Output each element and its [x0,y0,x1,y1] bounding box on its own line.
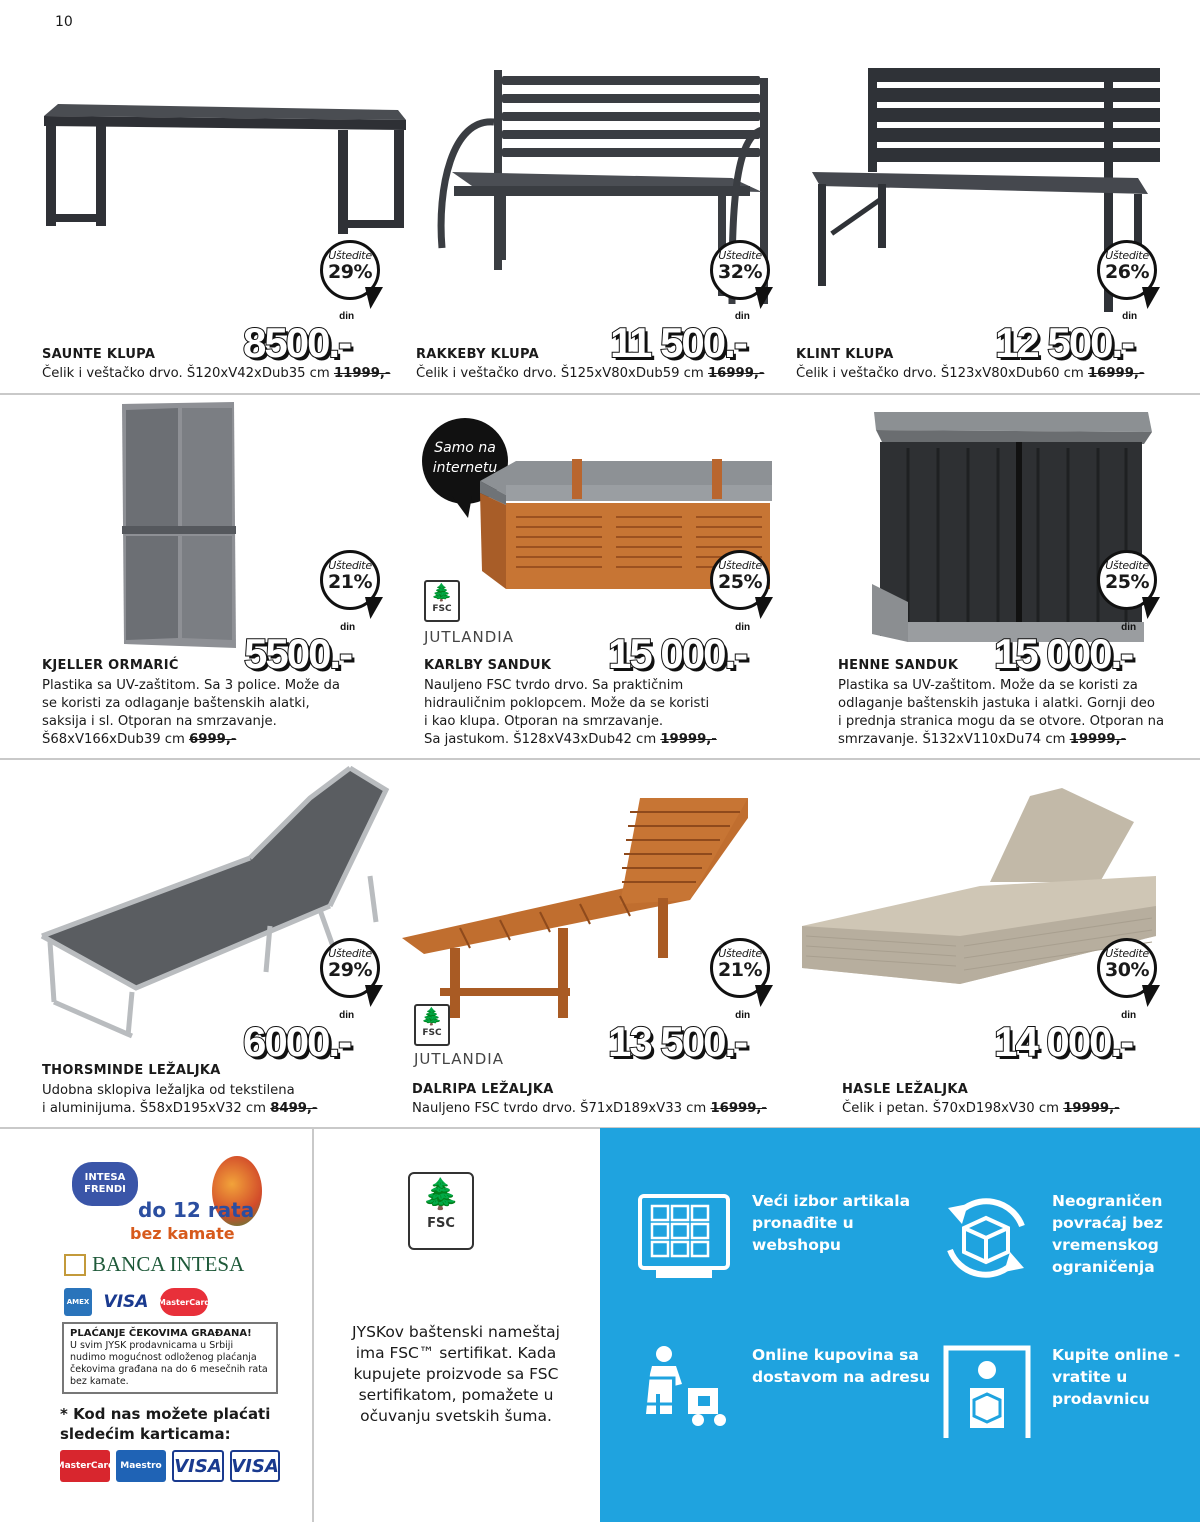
amex-card-icon: AMEX [64,1288,92,1316]
saving-badge: Uštedite 21% [710,938,770,998]
saunte-bench-image [38,96,410,236]
jutlandia-brand: JUTLANDIA [414,1050,504,1068]
cards-top-row [64,1288,211,1316]
saving-badge: Uštedite 25% [710,550,770,610]
saving-badge: Uštedite 21% [320,550,380,610]
tree-icon: 🌲 [421,1007,443,1027]
fsc-logo: 🌲 FSC [414,1004,450,1046]
saving-badge: Uštedite 30% [1097,938,1157,998]
page-number: 10 [55,14,73,30]
row-divider [0,758,1200,760]
kjeller-cabinet-image [118,400,242,650]
product-description: Plastika sa UV-zaštitom. Sa 3 police. Može da se koristi za odlaganje baštenskih alatki, saksija i sl. Otporan na smrzavanje. Š68xV166xDub39 cm 6999,- [42,678,340,747]
product-description: Čelik i veštačko drvo. Š120xV42xDub35 cm 11999,- [42,366,391,381]
product-name: DALRIPA LEŽALJKA [412,1082,554,1097]
intesa-mark-icon [64,1254,86,1276]
banca-intesa-logo: BANCA INTESA [64,1252,244,1277]
price: 12 500.- din [995,311,1138,366]
product-description: Nauljeno FSC tvrdo drvo. Sa praktičnim hidrauličnim poklopcem. Može da se koristi i kao klupa. Otporan na smrzavanje. Sa jastukom. Š128xV43xDub42 cm 19999,- [424,678,717,747]
thorsminde-lounger-image [40,766,392,1042]
webshop-grid-icon [636,1192,732,1284]
mastercard-card-icon: MasterCard [160,1288,208,1316]
fsc-logo: 🌲 FSC [424,580,460,622]
visa-card-icon: VISA [103,1292,149,1312]
saving-badge: Uštedite 32% [710,240,770,300]
installments-line-1: do 12 rata [138,1198,255,1222]
price: 5500.- din [244,622,356,677]
saving-badge: Uštedite 25% [1097,550,1157,610]
saving-badge: Uštedite 29% [320,938,380,998]
product-description: Čelik i veštačko drvo. Š125xV80xDub59 cm 16999,- [416,366,765,381]
price: 6000.- din [243,1010,355,1065]
price: 14 000.- din [994,1010,1137,1065]
saving-badge: Uštedite 29% [320,240,380,300]
product-description: Udobna sklopiva ležaljka od tekstilena i aluminijuma. Š58xD195xV32 cm 8499,- [42,1083,318,1116]
installments-line-2: bez kamate [130,1224,235,1243]
cards-title: * Kod nas možete plaćati sledećim karticama: [60,1405,271,1443]
product-name: THORSMINDE LEŽALJKA [42,1063,221,1078]
online-benefits-panel [600,1128,1200,1522]
intesa-frendi-logo: INTESA FRENDI [72,1162,138,1206]
product-name: HENNE SANDUK [838,658,959,673]
product-name: KARLBY SANDUK [424,658,552,673]
fsc-certificate-logo: 🌲 FSC [408,1172,474,1250]
price: 15 000.- din [608,622,751,677]
price: 8500.- din [243,311,355,366]
cheque-payment-box: PLAĆANJE ČEKOVIMA GRAĐANA! U svim JYSK prodavnicama u Srbiji nudimo mogućnost odloženog plaćanja čekovima građana na do 6 mesečnih rata bez kamate. [62,1322,278,1394]
feature-returns: Neograničen povraćaj bez vremenskog ograničenja [1052,1192,1163,1276]
delivery-truck-icon [638,1344,734,1436]
product-description: Čelik i petan. Š70xD198xV30 cm 19999,- [842,1101,1120,1116]
return-box-icon [938,1190,1034,1286]
visa-electron-card-icon: VISA [230,1450,280,1482]
product-name: KLINT KLUPA [796,347,894,362]
product-description: Plastika sa UV-zaštitom. Može da se koristi za odlaganje baštenskih jastuka i alatki. Gornji deo i prednja stranica mogu da se otvore. Otporan na smrzavanje. Š132xV110xDu74 cm 19999,- [838,678,1165,747]
product-name: KJELLER ORMARIĆ [42,658,179,673]
tree-icon: 🌲 [431,583,453,603]
maestro-card-icon: Maestro [116,1450,166,1482]
product-name: RAKKEBY KLUPA [416,347,539,362]
saving-badge: Uštedite 26% [1097,240,1157,300]
feature-webshop: Veći izbor artikala pronađite u webshopu [752,1192,911,1254]
tree-icon: 🌲 [422,1177,460,1212]
cards-bottom-row [55,1450,280,1482]
store-pickup-icon [942,1342,1032,1438]
feature-store-return: Kupite online - vratite u prodavnicu [1052,1346,1181,1408]
henne-chest-image [868,408,1154,646]
product-name: SAUNTE KLUPA [42,347,156,362]
fsc-text: JYSKov baštenski nameštaj ima FSC™ sertifikat. Kada kupujete proizvode sa FSC sertifikatom, pomažete u očuvanju svetskih šuma. [352,1323,560,1425]
product-name: HASLE LEŽALJKA [842,1082,969,1097]
product-description: Nauljeno FSC tvrdo drvo. Š71xD189xV33 cm 16999,- [412,1101,767,1116]
mastercard-card-icon: MasterCard [60,1450,110,1482]
feature-delivery: Online kupovina sa dostavom na adresu [752,1346,931,1386]
dalripa-lounger-image [400,788,752,1030]
product-description: Čelik i veštačko drvo. Š123xV80xDub60 cm 16999,- [796,366,1145,381]
online-only-sticker: Samo na internetu [422,418,508,504]
jutlandia-brand: JUTLANDIA [424,628,514,646]
visa-card-icon: VISA [172,1450,224,1482]
price: 15 000.- din [994,622,1137,677]
row-divider [0,393,1200,395]
price: 13 500.- din [608,1010,751,1065]
price: 11 500.- din [610,311,750,366]
